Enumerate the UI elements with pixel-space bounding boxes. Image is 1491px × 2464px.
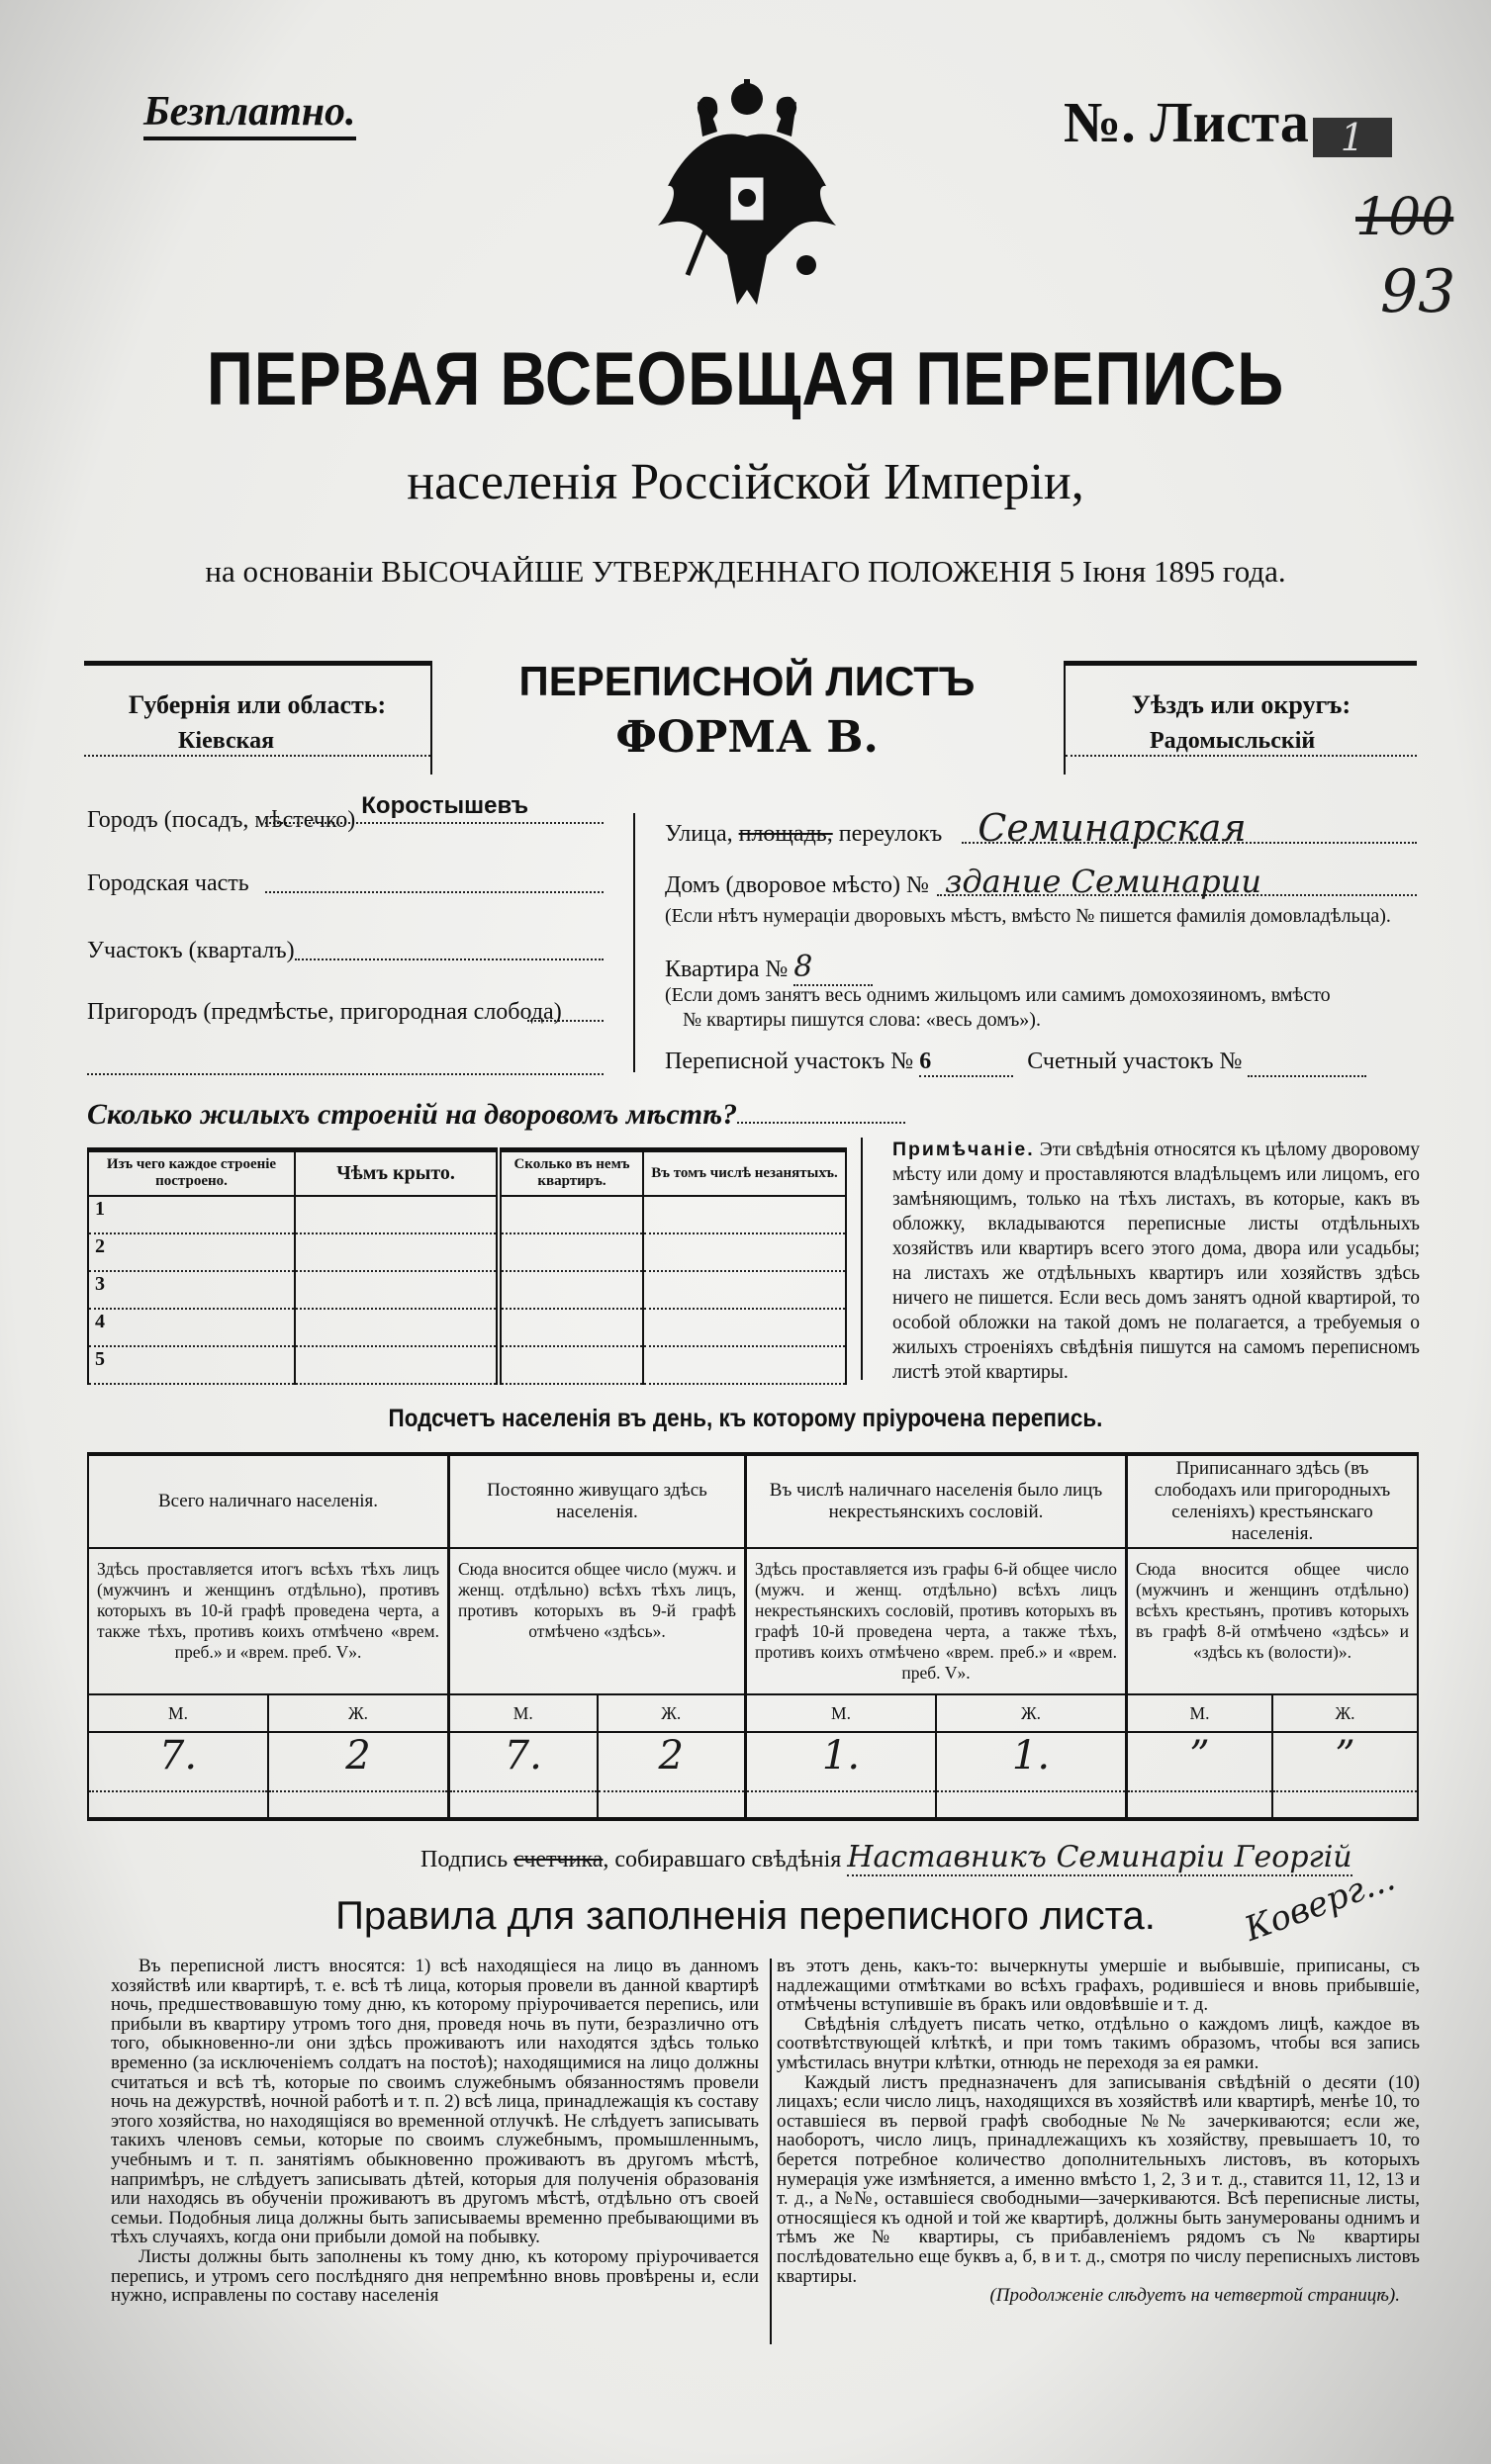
signature-label-struck: счетчика — [513, 1847, 604, 1872]
sheet-number — [1064, 89, 1392, 160]
apartment-value: 8 — [793, 950, 873, 986]
building-cell — [499, 1196, 643, 1233]
suburb-field — [87, 999, 604, 1025]
census-section-value: 6 — [919, 1049, 1013, 1077]
rules-title: Правила для заполненія переписного листа. — [335, 1894, 1156, 1938]
signature-value: Наставникъ Семинаріи Георгій — [847, 1840, 1352, 1874]
district-value: Радомысльскій — [1066, 728, 1417, 757]
male-count: ” — [1128, 1733, 1271, 1792]
legal-basis: на основаніи ВЫСОЧАЙШЕ УТВЕРЖДЕННАГО ПОЛОЖЕНІЯ 5 Іюня 1895 года. — [205, 554, 1286, 589]
male-label: М. — [450, 1695, 599, 1731]
house-field — [665, 863, 1417, 900]
city-label: Городъ (посадъ, мѣстечко) — [87, 807, 356, 833]
census-section-label: Переписной участокъ № — [665, 1049, 914, 1074]
province-label: Губернія или область: — [128, 690, 387, 719]
building-cell — [295, 1196, 499, 1233]
city-part-field — [87, 870, 604, 896]
double-headed-eagle-icon — [648, 77, 846, 310]
form-name: ФОРМА В. — [615, 712, 879, 763]
rules-right-column — [777, 1957, 1420, 2306]
province-value: Кіевская — [84, 728, 430, 757]
building-cell — [295, 1309, 499, 1346]
population-group — [744, 1456, 1125, 1817]
group-title: Въ числѣ наличнаго населенія было лицъ некрестьянскихъ сословій. — [747, 1456, 1125, 1549]
blank-line — [87, 1073, 604, 1075]
building-row — [88, 1346, 846, 1384]
female-count: 2 — [269, 1733, 447, 1792]
page-subtitle: населенія Россійской Имперіи, — [407, 454, 1084, 510]
male-count: 7. — [89, 1733, 267, 1792]
building-cell — [499, 1233, 643, 1271]
rules-left-column — [111, 1957, 759, 2306]
building-row-number: 4 — [88, 1309, 295, 1346]
female-count: 1. — [937, 1733, 1125, 1792]
building-row — [88, 1196, 846, 1233]
note — [861, 1138, 1421, 1383]
building-cell — [499, 1271, 643, 1309]
address-divider — [633, 813, 635, 1072]
female-label: Ж. — [1020, 1703, 1042, 1723]
street-field — [665, 806, 1417, 850]
col-material: Изъ чего каждое строеніе построено. — [88, 1150, 295, 1196]
street-label-lane: переулокъ — [838, 821, 943, 847]
apartment-label: Квартира № — [665, 957, 789, 982]
page-title: ПЕРВАЯ ВСЕОБЩАЯ ПЕРЕПИСЬ — [206, 337, 1285, 421]
female-count: 2 — [599, 1733, 745, 1792]
apartment-note-2: № квартиры пишутся слова: «весь домъ»). — [683, 1009, 1041, 1031]
suburb-label: Пригородъ (предмѣстье, пригородная слобода) — [87, 999, 562, 1025]
buildings-question-text: Сколько жилыхъ строеній на дворовомъ мѣстѣ? — [87, 1098, 738, 1131]
female-label: Ж. — [661, 1703, 682, 1723]
district-label: Уѣздъ или округъ: — [1131, 690, 1351, 719]
signature-value-2: Коверг... — [1239, 1859, 1401, 1950]
female-count: ” — [1273, 1733, 1417, 1792]
archive-number-crossed: 100 — [1355, 188, 1454, 247]
house-label: Домъ (дворовое мѣсто) № — [665, 872, 929, 898]
group-title: Приписаннаго здѣсь (въ слободахъ или пригородныхъ селеніяхъ) крестьянскаго населенія. — [1128, 1456, 1417, 1549]
ward-field — [87, 938, 604, 963]
free-label: Безплатно. — [143, 87, 356, 140]
building-row-number: 2 — [88, 1233, 295, 1271]
male-count: 7. — [450, 1733, 597, 1792]
province-box — [84, 661, 432, 775]
building-cell — [295, 1346, 499, 1384]
population-heading: Подсчетъ населенія въ день, къ которому пріурочена перепись. — [388, 1405, 1103, 1432]
buildings-table — [87, 1147, 847, 1385]
rules-paragraph: Въ переписной листъ вносятся: 1) всѣ находящіеся на лицо въ данномъ хозяйствѣ или квартирѣ, т. е. всѣ тѣ лица, которыя провели въ данной квартирѣ ночь, предшествовавшую тому дню, къ которому пріурочивается перепись, или прибыли въ квартиру утромъ того дня, проведя ночь въ пути, безразлично отъ того, обыкновенно-ли они здѣсь проживаютъ или находятся здѣсь только временно (за исключеніемъ солдатъ на постоѣ); находящимися на лицо должны считаться и всѣ тѣ, которые по своимъ служебнымъ обязанностямъ провели ночь на дежурствѣ, ночной работѣ и т. п. 2) всѣ лица, принадлежащія къ составу этого хозяйства, но находящіяся во временной отлучкѣ. Не слѣдуетъ записывать такихъ членовъ семьи, которые по своимъ служебнымъ, промышленнымъ, учебнымъ и т. п. занятіямъ обыкновенно проживаютъ въ другомъ мѣстѣ, напримѣръ, не слѣдуетъ записывать дѣтей, которыя для полученія образованія или находясь въ обученіи проживаютъ въ другомъ мѣстѣ, отдѣльно отъ своей семьи. Подобныя лица должны быть записываемы временно пребывающими въ тѣхъ случаяхъ, когда они прибыли домой на побывку. — [111, 1956, 759, 2248]
signature-label: Подпись — [420, 1847, 509, 1872]
street-label: Улица, — [665, 821, 733, 847]
rules-paragraph: Листы должны быть заполнены къ тому дню, къ которому пріурочивается перепись, и утромъ сего послѣдняго дня непремѣнно вновь провѣрены и, если нужно, исправлены по составу населенія — [111, 2245, 759, 2307]
rules-divider — [770, 1959, 772, 2344]
building-row-number: 5 — [88, 1346, 295, 1384]
population-group — [1125, 1456, 1417, 1817]
rules-continued: (Продолженіе слѣдуетъ на четвертой страницѣ). — [989, 2285, 1400, 2307]
building-cell — [499, 1309, 643, 1346]
group-description: Сюда вносится общее число (мужч. и женщ. отдѣльно) всѣхъ тѣхъ лицъ, противъ которыхъ въ 9-й графѣ отмѣчено «здѣсь». — [450, 1549, 744, 1695]
building-cell — [643, 1196, 846, 1233]
building-row-number: 1 — [88, 1196, 295, 1233]
group-title: Всего наличнаго населенія. — [89, 1456, 447, 1549]
col-roof: Чѣмъ крыто. — [295, 1150, 499, 1196]
population-group — [89, 1456, 447, 1817]
house-note: (Если нѣтъ нумераціи дворовыхъ мѣстъ, вмѣсто № пишется фамилія домовладѣльца). — [665, 905, 1391, 927]
building-cell — [295, 1271, 499, 1309]
street-value: Семинарская — [978, 806, 1247, 850]
city-value: Коростышевъ — [361, 792, 529, 819]
male-label: М. — [89, 1695, 269, 1731]
building-row — [88, 1271, 846, 1309]
signature-label-rest: , собиравшаго свѣдѣнія — [603, 1847, 842, 1872]
building-cell — [643, 1233, 846, 1271]
building-row — [88, 1309, 846, 1346]
rules-paragraph: въ этотъ день, какъ-то: вычеркнуты умершіе и выбывшіе, приписаны, съ надлежащими отмѣтками во всѣхъ графахъ, родившіеся и вновь прибывшіе, отмѣчены вступившіе въ бракъ или овдовѣвшіе и т. д. — [777, 1956, 1420, 2016]
group-description: Сюда вносится общее число (мужчинъ и женщинъ отдѣльно) всѣхъ крестьянъ, противъ которыхъ въ графѣ 8-й отмѣчено «здѣсь» и «здѣсь къ (волости)». — [1128, 1549, 1417, 1695]
building-cell — [643, 1346, 846, 1384]
census-section-field — [665, 1049, 1366, 1077]
group-title: Постоянно живущаго здѣсь населенія. — [450, 1456, 744, 1549]
male-label: М. — [747, 1695, 937, 1731]
building-row-number: 3 — [88, 1271, 295, 1309]
col-vacant: Въ томъ числѣ незанятыхъ. — [643, 1150, 846, 1196]
male-count: 1. — [747, 1733, 935, 1792]
building-cell — [499, 1346, 643, 1384]
signature-field — [420, 1840, 1352, 1874]
city-field — [87, 792, 604, 833]
building-cell — [295, 1233, 499, 1271]
female-label: Ж. — [347, 1703, 369, 1723]
building-cell — [643, 1309, 846, 1346]
population-table — [87, 1452, 1419, 1821]
sheet-number-label: №. Листа — [1064, 90, 1309, 154]
building-cell — [643, 1271, 846, 1309]
district-box — [1064, 661, 1417, 775]
archive-number: 93 — [1380, 257, 1456, 326]
apartment-field — [665, 950, 873, 986]
male-label: М. — [1128, 1695, 1273, 1731]
rules-paragraph: Каждый листъ предназначенъ для записыванія свѣдѣній о десяти (10) лицахъ; если число лицъ, находящихся въ хозяйствѣ или квартирѣ, менѣе 10, то оставшіеся въ первой графѣ свободные №№ зачеркиваются; если же, наоборотъ, число лицъ, принадлежащихъ къ хозяйству, превышаетъ 10, то берется потребное количество дополнительныхъ листовъ, въ которыхъ нумерація уже измѣняется, а именно вмѣсто 1, 2, 3 и т. д., ставится 11, 12, 13 и т. д., а №№, оставшіеся свободными—зачеркиваются. Всѣ переписные листы, относящіеся къ одной и той же квартирѣ, должны быть занумерованы однимъ и тѣмъ же № квартиры, съ прибавленіемъ рядомъ съ № квартиры послѣдовательно еще буквъ а, б, в и т. д., смотря по числу переписныхъ листовъ квартиры. — [777, 2071, 1420, 2287]
sheet-title: ПЕРЕПИСНОЙ ЛИСТЪ — [518, 658, 976, 704]
city-part-label: Городская часть — [87, 870, 249, 896]
house-value: здание Семинарии — [944, 863, 1261, 900]
note-title: Примѣчаніе. — [892, 1139, 1035, 1160]
population-group — [447, 1456, 744, 1817]
ward-label: Участокъ (кварталъ) — [87, 938, 295, 963]
group-description: Здѣсь проставляется итогъ всѣхъ тѣхъ лицъ (мужчинъ и женщинъ отдѣльно), противъ которыхъ въ 10-й графѣ проведена черта, а также тѣхъ, противъ коихъ отмѣчено «врем. преб.» и «врем. преб. V». — [89, 1549, 447, 1695]
apartment-note-1: (Если домъ занятъ весь однимъ жильцомъ или самимъ домохозяиномъ, вмѣсто — [665, 984, 1331, 1006]
count-section-value — [1248, 1049, 1366, 1077]
col-apartments: Сколько въ немъ квартиръ. — [499, 1150, 643, 1196]
buildings-question — [87, 1098, 854, 1132]
count-section-label: Счетный участокъ № — [1027, 1049, 1243, 1074]
sheet-number-value: 1 — [1313, 118, 1392, 157]
building-row — [88, 1233, 846, 1271]
note-text: Эти свѣдѣнія относятся къ цѣлому дворовому мѣсту или дому и проставляются владѣльцемъ или лицомъ, его замѣняющимъ, только на тѣхъ листахъ, въ которые, какъ въ обложку, вкладываются переписные листы отдѣльныхъ хозяйствъ или квартиръ всего этого дома, двора или усадьбы; на листахъ же отдѣльныхъ квартиръ или хозяйствъ здѣсь ничего не пишется. Если весь домъ занятъ одной квартирой, то особой обложки на такой домъ не полагается, а требуемыя о жилыхъ строеніяхъ свѣдѣнія пишутся на самомъ переписномъ листѣ этой квартиры. — [892, 1140, 1421, 1383]
female-label: Ж. — [1335, 1703, 1355, 1723]
street-label-struck: площадь, — [738, 821, 833, 847]
group-description: Здѣсь проставляется изъ графы 6-й общее число (мужч. и женщ. отдѣльно) всѣхъ лицъ некрестьянскихъ сословій, противъ которыхъ въ графѣ 10-й проведена черта, а также тѣхъ, противъ коихъ отмѣчено «врем. преб.» и «врем. преб. V». — [747, 1549, 1125, 1695]
rules-paragraph: Свѣдѣнія слѣдуетъ писать четко, отдѣльно о каждомъ лицѣ, каждое въ соотвѣтствующей клѣткѣ, и при томъ такимъ образомъ, чтобы вся запись умѣстилась внутри клѣтки, отнюдь не переходя за ея рамки. — [777, 2013, 1420, 2073]
